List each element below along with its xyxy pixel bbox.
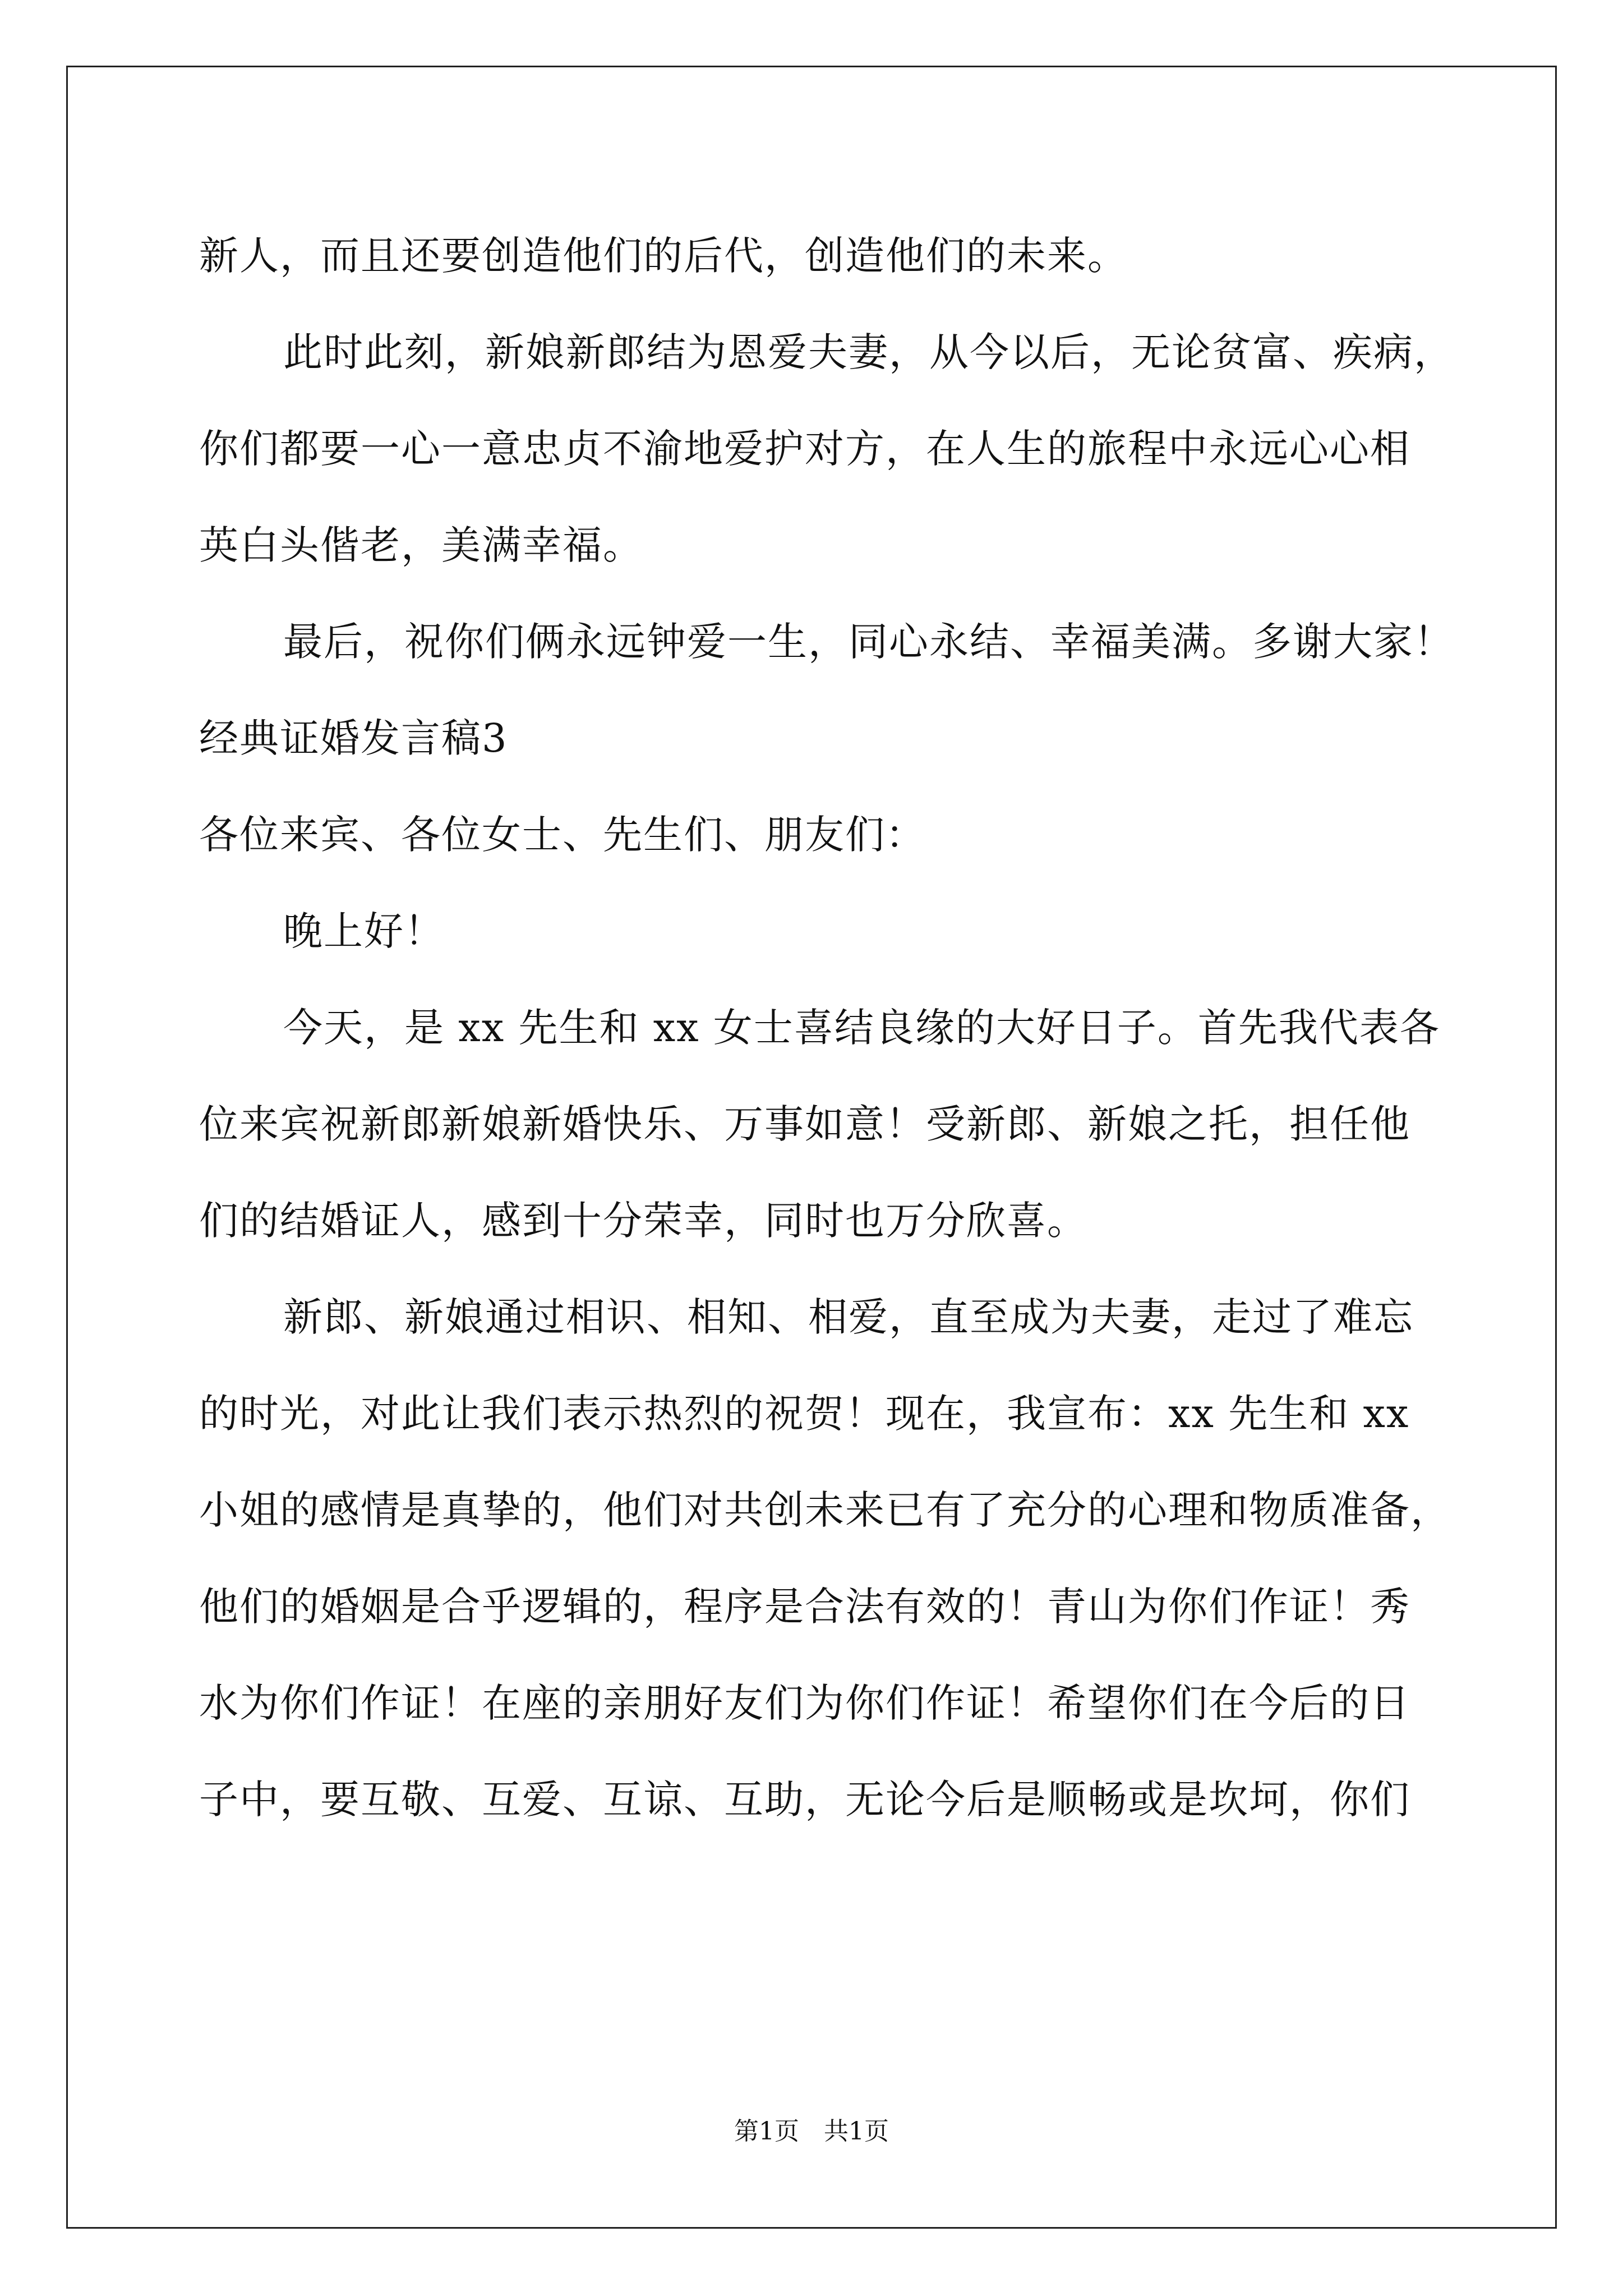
text-line: 你们都要一心一意忠贞不渝地爱护对方，在人生的旅程中永远心心相 <box>199 426 1410 472</box>
page-footer: 第1页 共1页 <box>734 2117 889 2146</box>
text-line: 最后，祝你们俩永远钟爱一生，同心永结、幸福美满。多谢大家！ <box>283 619 1454 665</box>
text-line: 的时光，对此让我们表示热烈的祝贺！现在，我宣布：xx 先生和 xx <box>199 1391 1410 1437</box>
text-line: 英白头偕老，美满幸福。 <box>199 522 643 568</box>
text-line: 们的结婚证人，感到十分荣幸，同时也万分欣喜。 <box>199 1198 1087 1244</box>
text-line: 此时此刻，新娘新郎结为恩爱夫妻，从今以后，无论贫富、疾病， <box>283 329 1454 375</box>
text-line: 小姐的感情是真挚的，他们对共创未来已有了充分的心理和物质准备， <box>199 1487 1451 1533</box>
document-body <box>199 208 1454 1848</box>
text-line: 新郎、新娘通过相识、相知、相爱，直至成为夫妻，走过了难忘 <box>283 1294 1414 1340</box>
greeting: 晚上好！ <box>283 908 445 954</box>
text-line: 他们的婚姻是合乎逻辑的，程序是合法有效的！青山为你们作证！秀 <box>199 1584 1410 1630</box>
text-line: 位来宾祝新郎新娘新婚快乐、万事如意！受新郎、新娘之托，担任他 <box>199 1101 1410 1147</box>
section-heading: 经典证婚发言稿3 <box>199 715 508 761</box>
salutation: 各位来宾、各位女士、先生们、朋友们： <box>199 812 926 858</box>
text-line: 子中，要互敬、互爱、互谅、互助，无论今后是顺畅或是坎坷，你们 <box>199 1777 1410 1823</box>
text-line: 水为你们作证！在座的亲朋好友们为你们作证！希望你们在今后的日 <box>199 1680 1410 1726</box>
text-line: 今天，是 xx 先生和 xx 女士喜结良缘的大好日子。首先我代表各 <box>283 1005 1440 1051</box>
text-line: 新人，而且还要创造他们的后代，创造他们的未来。 <box>199 233 1128 279</box>
